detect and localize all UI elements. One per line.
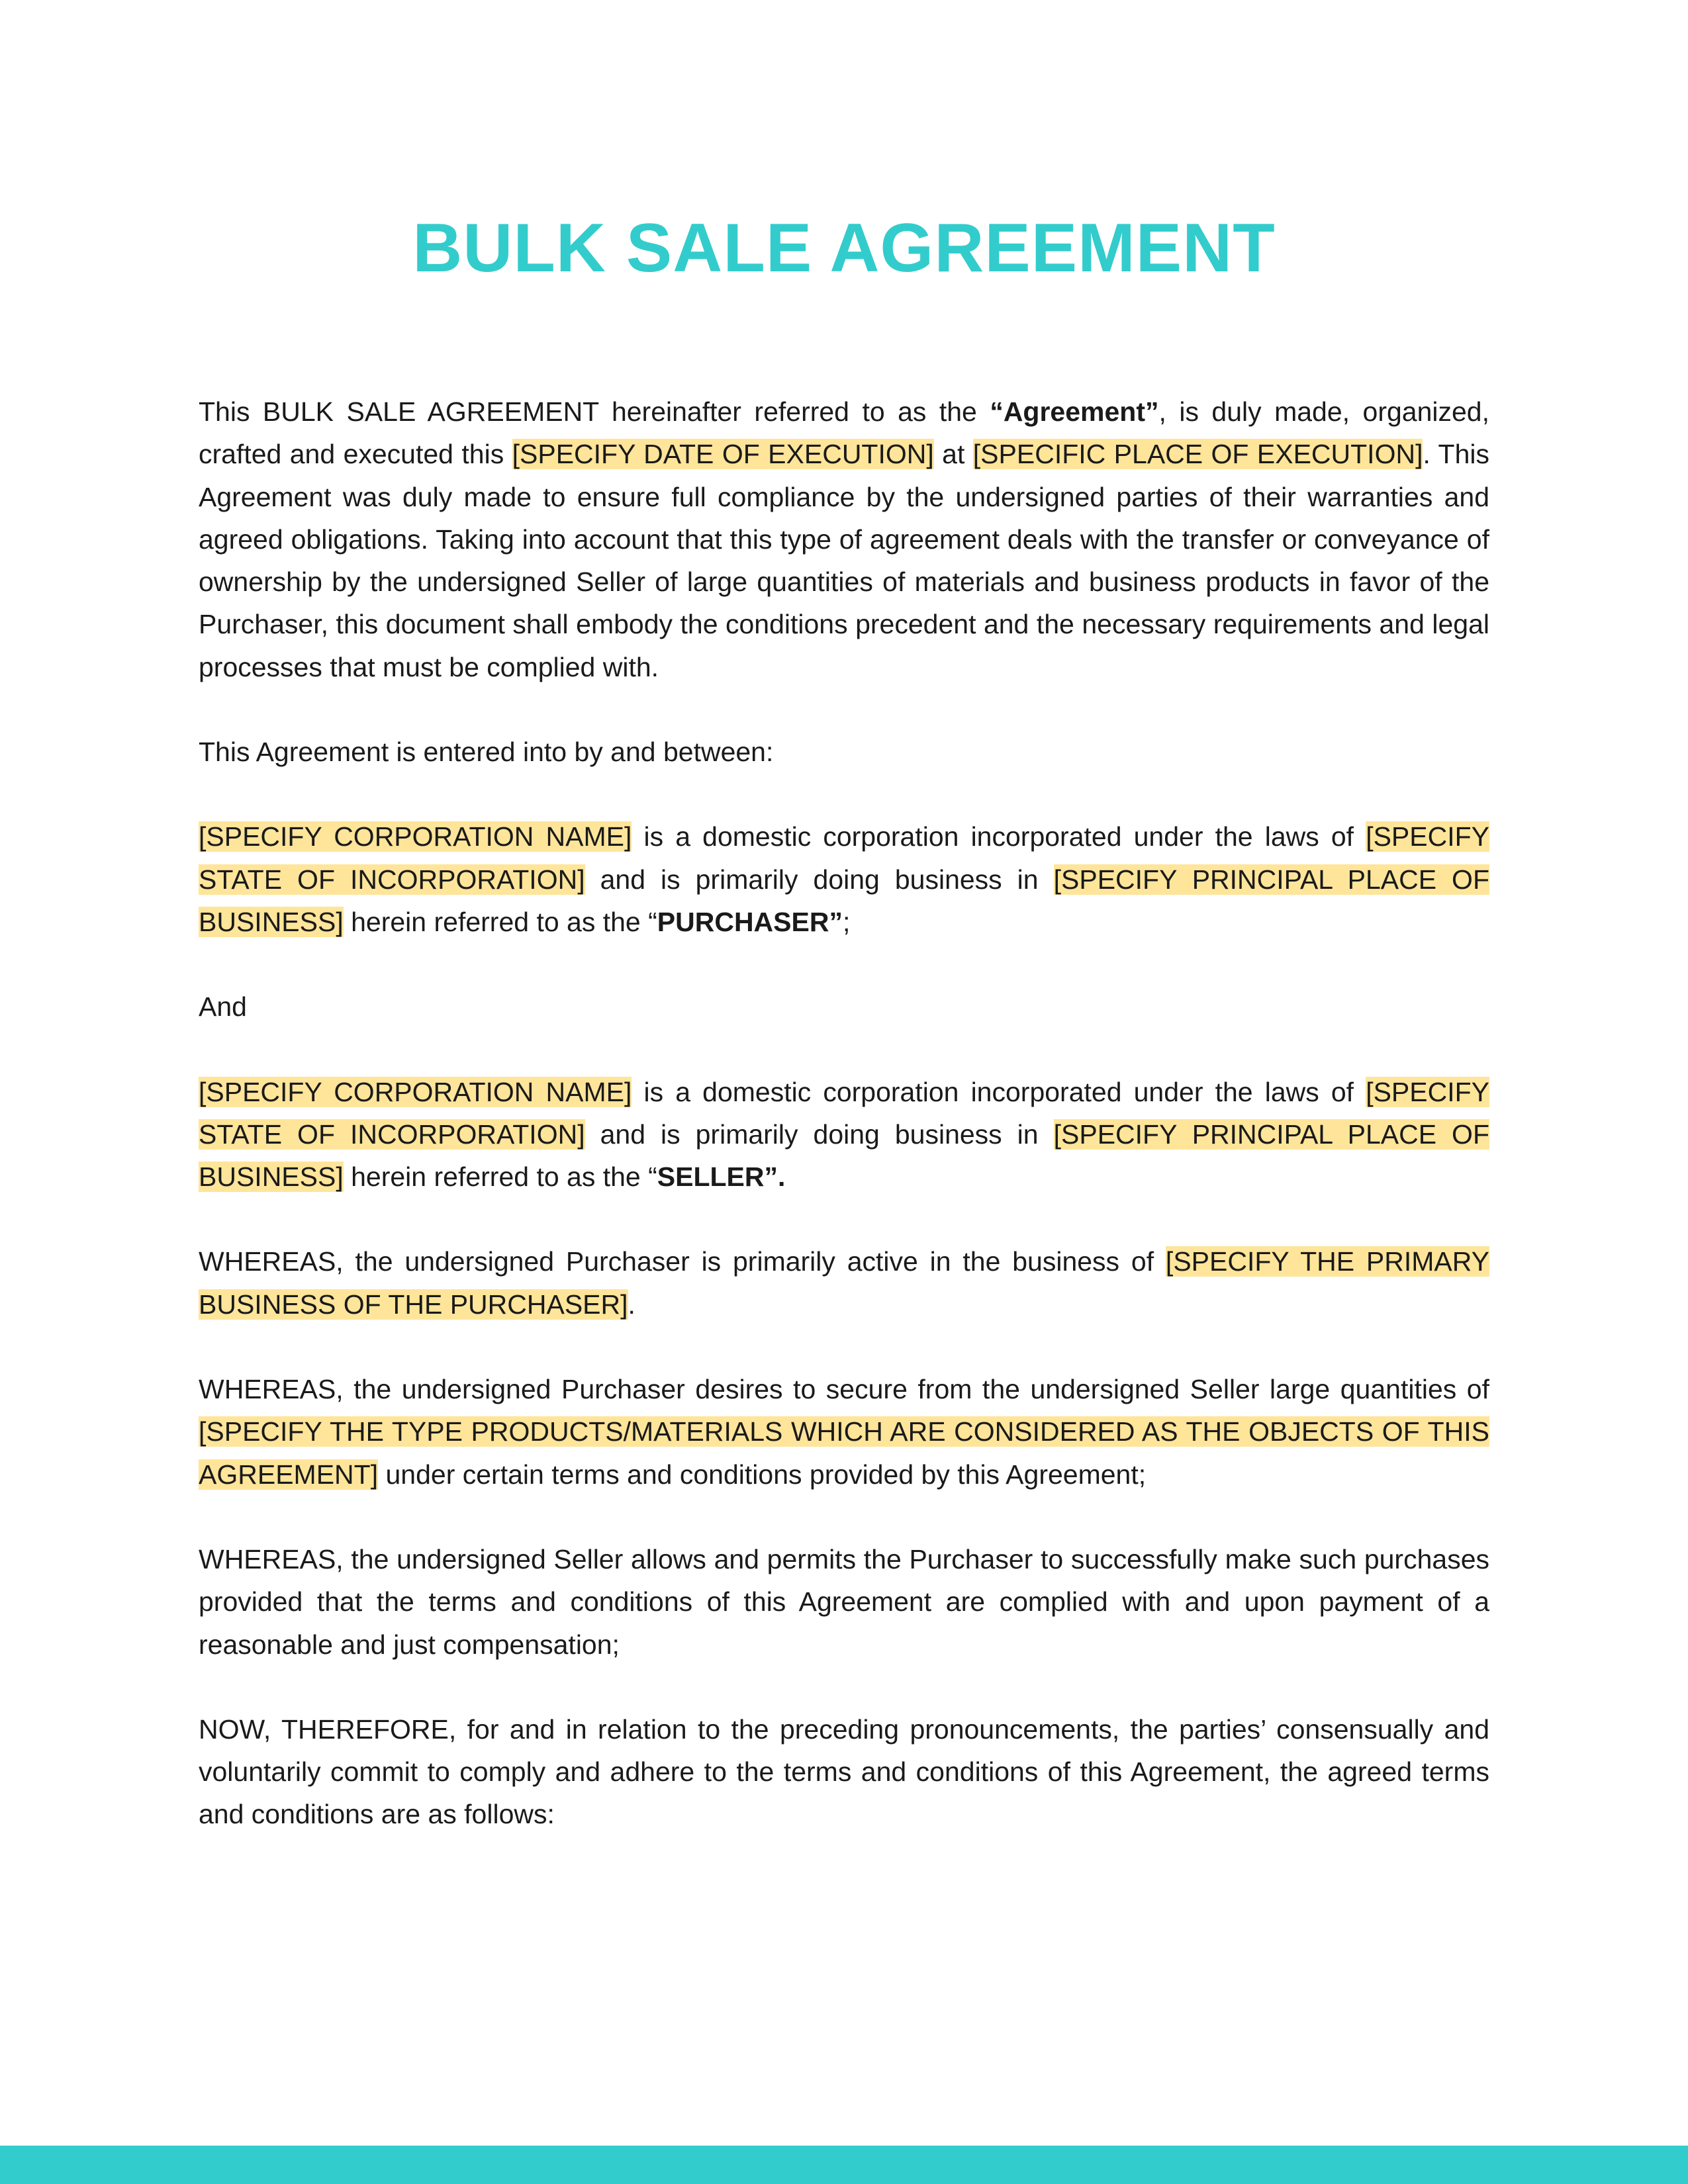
whereas-products-text-1: WHEREAS, the undersigned Purchaser desires to secure from the undersigned Seller large quantities of <box>199 1374 1489 1405</box>
intro-text-4: . This Agreement was duly made to ensure full compliance by the undersigned parties of their warranties and agreed obligations. Taking into account that this type of agreement deals with the transfer or conveyance of ownership by the undersigned Seller of large quantities of materials and business products in favor of the Purchaser, this document shall embody the conditions precedent and the necessary requirements and legal processes that must be complied with. <box>199 439 1489 682</box>
whereas-seller-paragraph: WHEREAS, the undersigned Seller allows and permits the Purchaser to successfully make such purchases provided that the terms and conditions of this Agreement are complied with and upon payment of a reasonable and just compensation; <box>199 1543 1489 1660</box>
now-therefore-paragraph: NOW, THEREFORE, for and in relation to the preceding pronouncements, the parties’ consensually and voluntarily commit to comply and adhere to the terms and conditions of this Agreement, the agreed terms and conditions are as follows: <box>199 1713 1489 1830</box>
whereas-business-text-2: . <box>628 1289 635 1320</box>
placeholder-purchaser-place-of-business: [SPECIFY PRINCIPAL PLACE OF BUSINESS] <box>199 864 1489 937</box>
purchaser-text-2: and is primarily doing business in <box>585 864 1054 895</box>
placeholder-seller-state: [SPECIFY STATE OF INCORPORATION] <box>199 1076 1490 1150</box>
footer-accent-bar <box>0 2146 1688 2184</box>
placeholder-place-of-execution: [SPECIFIC PLACE OF EXECUTION] <box>972 439 1423 470</box>
seller-text-2: and is primarily doing business in <box>585 1118 1054 1150</box>
purchaser-paragraph <box>199 815 1489 943</box>
whereas-products-text-2: under certain terms and conditions provided by this Agreement; <box>378 1459 1147 1490</box>
placeholder-seller-place-of-business: [SPECIFY PRINCIPAL PLACE OF BUSINESS] <box>199 1118 1489 1193</box>
document-title: BULK SALE AGREEMENT <box>412 210 1276 287</box>
whereas-business-text-1: WHEREAS, the undersigned Purchaser is primarily active in the business of <box>199 1246 1166 1277</box>
parties-intro-paragraph: This Agreement is entered into by and between: <box>199 737 774 768</box>
intro-text-1: This BULK SALE AGREEMENT hereinafter referred to as the <box>199 396 990 427</box>
purchaser-text-4: ; <box>842 906 851 937</box>
placeholder-purchaser-corporation-name: [SPECIFY CORPORATION NAME] <box>199 821 632 852</box>
intro-text-3: at <box>933 439 973 470</box>
placeholder-date-of-execution: [SPECIFY DATE OF EXECUTION] <box>512 439 934 470</box>
intro-paragraph <box>199 390 1489 688</box>
purchaser-text-1: is a domestic corporation incorporated under the laws of <box>632 821 1366 852</box>
whereas-business-paragraph <box>199 1240 1489 1326</box>
seller-paragraph <box>199 1071 1489 1199</box>
document-body <box>199 390 1489 1878</box>
seller-text-1: is a domestic corporation incorporated under the laws of <box>632 1076 1366 1107</box>
placeholder-primary-business: [SPECIFY THE PRIMARY BUSINESS OF THE PURCHASER] <box>199 1246 1489 1320</box>
seller-term: SELLER”. <box>657 1161 786 1193</box>
whereas-products-paragraph <box>199 1368 1489 1496</box>
seller-text-3: herein referred to as the “ <box>343 1161 657 1193</box>
purchaser-text-3: herein referred to as the “ <box>343 906 657 937</box>
intro-text-2: , is duly made, organized, crafted and executed this <box>199 396 1489 470</box>
purchaser-term: PURCHASER” <box>657 906 843 937</box>
placeholder-products-materials: [SPECIFY THE TYPE PRODUCTS/MATERIALS WHICH ARE CONSIDERED AS THE OBJECTS OF THIS AGREEMENT] <box>199 1416 1489 1490</box>
and-paragraph: And <box>199 991 247 1023</box>
placeholder-purchaser-state: [SPECIFY STATE OF INCORPORATION] <box>199 821 1490 895</box>
placeholder-seller-corporation-name: [SPECIFY CORPORATION NAME] <box>199 1076 632 1107</box>
agreement-term: “Agreement” <box>990 396 1159 427</box>
